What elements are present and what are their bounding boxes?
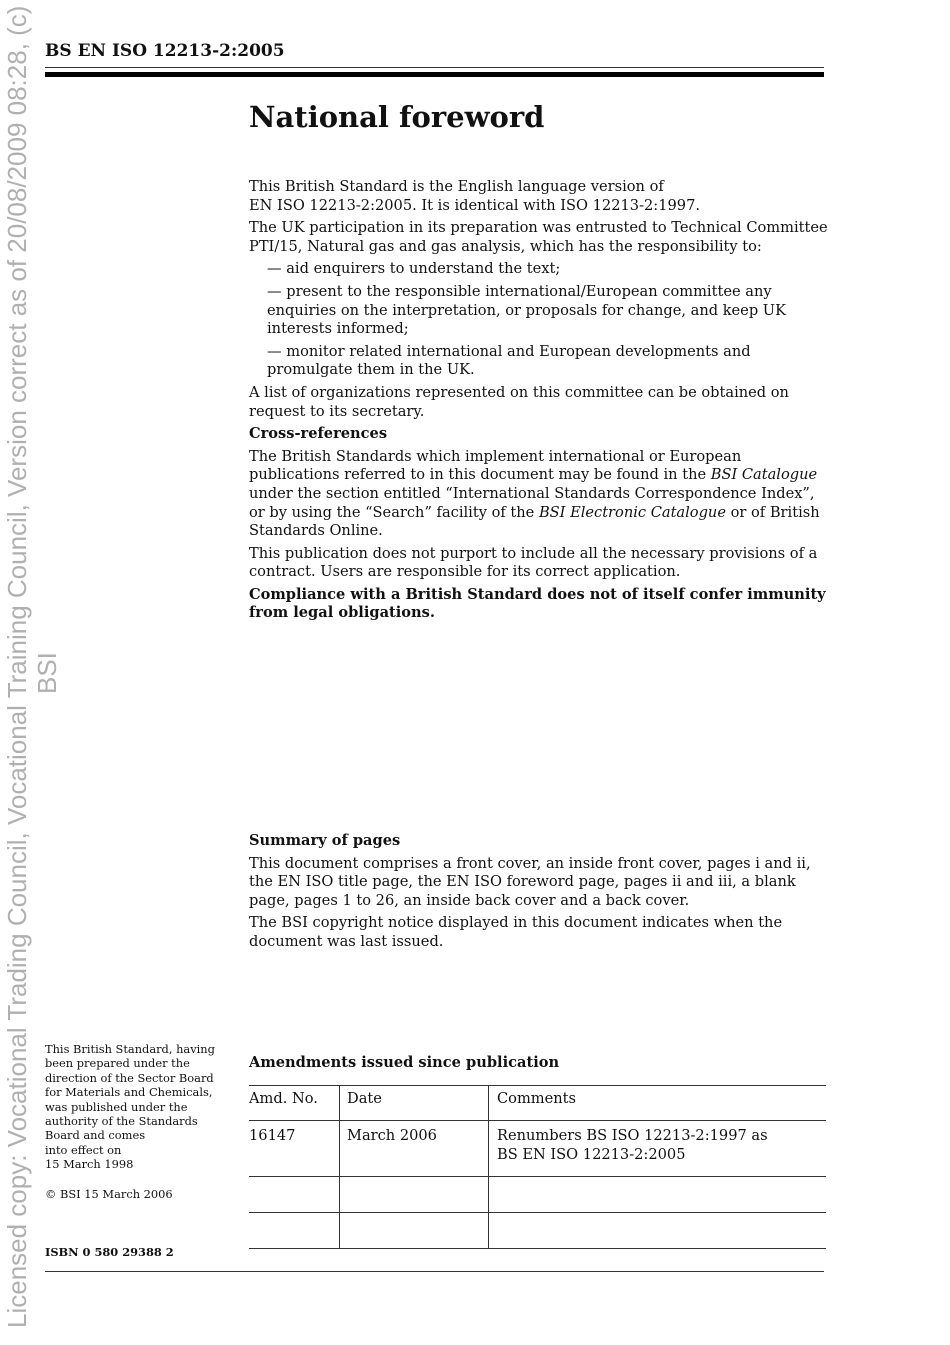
intro-line-2: EN ISO 12213-2:2005. It is identical with ISO 12213-2:1997. (249, 196, 700, 214)
document-code: BS EN ISO 12213-2:2005 (45, 41, 285, 61)
cross-text: The British Standards which implement international or European publications referred to in this document may be found in the (249, 447, 742, 484)
intro-line-1: This British Standard is the English language version of (249, 178, 664, 195)
responsibility-item: — present to the responsible international/European committee any enquiries on the interpretation, or proposals for change, and keep UK interests informed; (267, 282, 787, 338)
column-header-date: Date (340, 1086, 489, 1121)
committee-list-paragraph: A list of organizations represented on this committee can be obtained on request to its secretary. (249, 383, 789, 420)
intro-paragraph (249, 178, 829, 215)
page-title: National foreword (249, 100, 545, 134)
comment-line: BS EN ISO 12213-2:2005 (497, 1145, 686, 1163)
table-row (249, 1121, 826, 1177)
bsi-catalogue-ref: BSI Catalogue (710, 466, 818, 484)
empty-cell (489, 1213, 827, 1249)
summary-section (249, 832, 829, 956)
note-line: been prepared under the (45, 1056, 190, 1071)
cross-references-paragraph (249, 448, 829, 541)
note-line: Board and comes (45, 1128, 146, 1143)
table-row-blank (249, 1177, 826, 1213)
responsibility-item: — aid enquirers to understand the text; (267, 260, 561, 278)
note-line: into effect on (45, 1142, 122, 1157)
column-header-amd-no: Amd. No. (249, 1086, 340, 1121)
amendments-table (249, 1085, 826, 1249)
watermark-line-2: BSI (32, 652, 62, 694)
bsi-electronic-catalogue-ref: BSI Electronic Catalogue (538, 503, 726, 521)
empty-cell (249, 1177, 340, 1213)
compliance-statement: Compliance with a British Standard does not of itself confer immunity from legal obligations. (249, 585, 826, 622)
note-line: This British Standard, having (45, 1042, 215, 1056)
amendments-heading: Amendments issued since publication (249, 1054, 560, 1071)
empty-cell (340, 1177, 489, 1213)
date-cell: March 2006 (340, 1121, 489, 1177)
header-rule-thick (45, 72, 824, 77)
comments-cell (489, 1121, 827, 1177)
note-line: authority of the Standards (45, 1114, 198, 1129)
note-line: for Materials and Chemicals, (45, 1085, 213, 1100)
header-rule-thin (45, 67, 824, 68)
note-line: 15 March 1998 (45, 1157, 134, 1172)
isbn: ISBN 0 580 29388 2 (45, 1245, 174, 1259)
column-header-comments: Comments (489, 1086, 827, 1121)
empty-cell (489, 1177, 827, 1213)
table-header-row (249, 1086, 826, 1121)
participation-paragraph: The UK participation in its preparation was entrusted to Technical Committee PTI/15, Natural gas and gas analysis, which has the responsibility to: (249, 219, 828, 255)
comment-line: Renumbers BS ISO 12213-2:1997 as (497, 1127, 768, 1144)
copyright-notice-paragraph: The BSI copyright notice displayed in this document indicates when the document was last issued. (249, 914, 783, 950)
empty-cell (249, 1213, 340, 1249)
summary-paragraph: This document comprises a front cover, an inside front cover, pages i and ii, the EN ISO title page, the EN ISO foreword page, pages ii and iii, a blank page, pages 1 to 26, an inside back cover and a back cover. (249, 854, 811, 909)
note-line: was published under the (45, 1099, 188, 1114)
table-row-blank (249, 1213, 826, 1249)
watermark-line-1: Licensed copy: Vocational Trading Council, Vocational Training Council, Version correct as of 20/08/2009 08:28, (c) (2, 5, 32, 1328)
cross-text: under the section entitled “International Standards Correspondence Index”, or by using the “Search” facility of the (249, 484, 815, 521)
foreword-body (249, 178, 829, 627)
cross-references-heading: Cross-references (249, 425, 388, 443)
summary-heading: Summary of pages (249, 832, 401, 849)
provisions-paragraph: This publication does not purport to include all the necessary provisions of a contract. Users are responsible for its correct application. (249, 544, 818, 581)
copyright-line: © BSI 15 March 2006 (45, 1187, 173, 1201)
footer-rule (45, 1271, 824, 1272)
empty-cell (340, 1213, 489, 1249)
responsibility-item: — monitor related international and European developments and promulgate them in the UK. (267, 342, 751, 379)
amd-number-cell: 16147 (249, 1121, 340, 1177)
publication-note (45, 1042, 235, 1172)
cross-text: or of British Standards Online. (249, 503, 820, 540)
note-line: direction of the Sector Board (45, 1070, 214, 1085)
